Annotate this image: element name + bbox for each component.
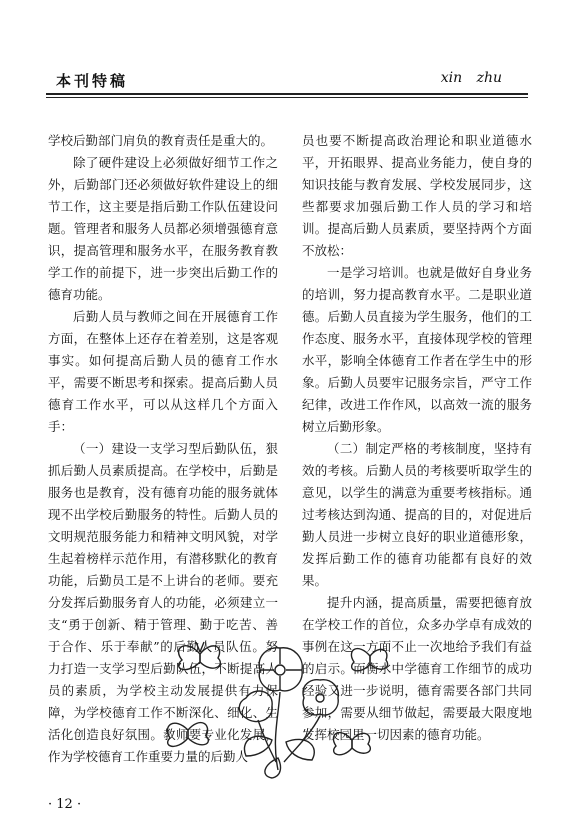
section-title: 本刊特稿 bbox=[56, 72, 129, 90]
paragraph: 后勤人员与教师之间在开展德育工作方面，在整体上还存在着差别，这是客观事实。如何提高后勤人员的德育工作水平，需要不断思考和探索。提高后勤人员德育工作水平，可以从这样几个方面入手： bbox=[48, 309, 278, 434]
butterfly-icon bbox=[333, 733, 370, 755]
section-pinyin: xin zhu bbox=[440, 70, 502, 86]
flower-icon bbox=[259, 648, 302, 691]
flower-butterflies-illustration bbox=[160, 630, 390, 780]
paragraph: 员也要不断提高政治理论和职业道德水平，开拓眼界、提高业务能力，使自身的知识技能与教育发展、学校发展同步，这些都要求加强后勤工作人员的学习和培训。提高后勤人员素质，要坚持两个方面不放松： bbox=[302, 133, 532, 258]
paragraph: 提升内涵，提高质量，需要把德育放在学校工作的首位，众多办学卓有成效的事例在这一方面不止一次地给予我们有益的启示。而衡水中学德育工作细节的成功经验又进一步说明，德育需要各部门共同参加，需要从细节做起，需要最大限度地发挥校园里一切因素的德育功能。 bbox=[302, 595, 532, 742]
paragraph: （一）建设一支学习型后勤队伍，狠抓后勤人员素质提高。在学校中，后勤是服务也是教育，没有德育功能的服务就体现不出学校后勤服务的特性。后勤人员的文明规范服务能力和精神文明风貌，对学生起着榜样示范作用，有潜移默化的教育功能，后勤员工是不上讲台的老师。要充分发挥后勤服务育人的功能，必须建立一支“勇于创新、精于管理、勤于吃苦、善于合作、乐于奉献”的后勤人员队伍。努力打造一支学习型后勤队伍，不断提高人员的素质，为学校主动发展提供有力保障，为学校德育工作不断深化、细化、生活化创造良好氛围。教师要专业化发展，作为学校德育工作重要力量的后勤人 bbox=[48, 441, 278, 764]
butterfly-icon bbox=[179, 642, 221, 670]
header-divider-thin bbox=[46, 97, 528, 98]
paragraph: 除了硬件建设上必须做好细节工作之外，后勤部门还必须做好软件建设上的细节工作，这主要是指后勤工作队伍建设问题。管理者和服务人员都必须增强德育意识，提高管理和服务水平，在服务教育教学工作的前提下，进一步突出后勤工作的德育功能。 bbox=[48, 155, 278, 302]
flower-icon bbox=[239, 691, 272, 722]
butterfly-icon bbox=[351, 649, 387, 671]
flower-icon bbox=[303, 680, 338, 715]
header-divider bbox=[46, 93, 528, 95]
butterfly-icon bbox=[167, 723, 208, 747]
paragraph: 学校后勤部门肩负的教育责任是重大的。 bbox=[48, 133, 274, 148]
page-number: · 12 · bbox=[48, 797, 82, 812]
paragraph: （二）制定严格的考核制度，坚持有效的考核。后勤人员的考核要听取学生的意见，以学生的满意为重要考核指标。通过考核达到沟通、提高的目的，对促进后勤人员进一步树立良好的职业道德形象，发挥后勤工作的德育功能都有良好的效果。 bbox=[302, 441, 532, 588]
paragraph: 一是学习培训。也就是做好自身业务的培训，努力提高教育水平。二是职业道德。后勤人员直接为学生服务，他们的工作态度、服务水平，直接体现学校的管理水平，影响全体德育工作者在学生中的形象。后勤人员要牢记服务宗旨，严守工作纪律，改进工作作风，以高效一流的服务树立后勤形象。 bbox=[302, 265, 532, 434]
